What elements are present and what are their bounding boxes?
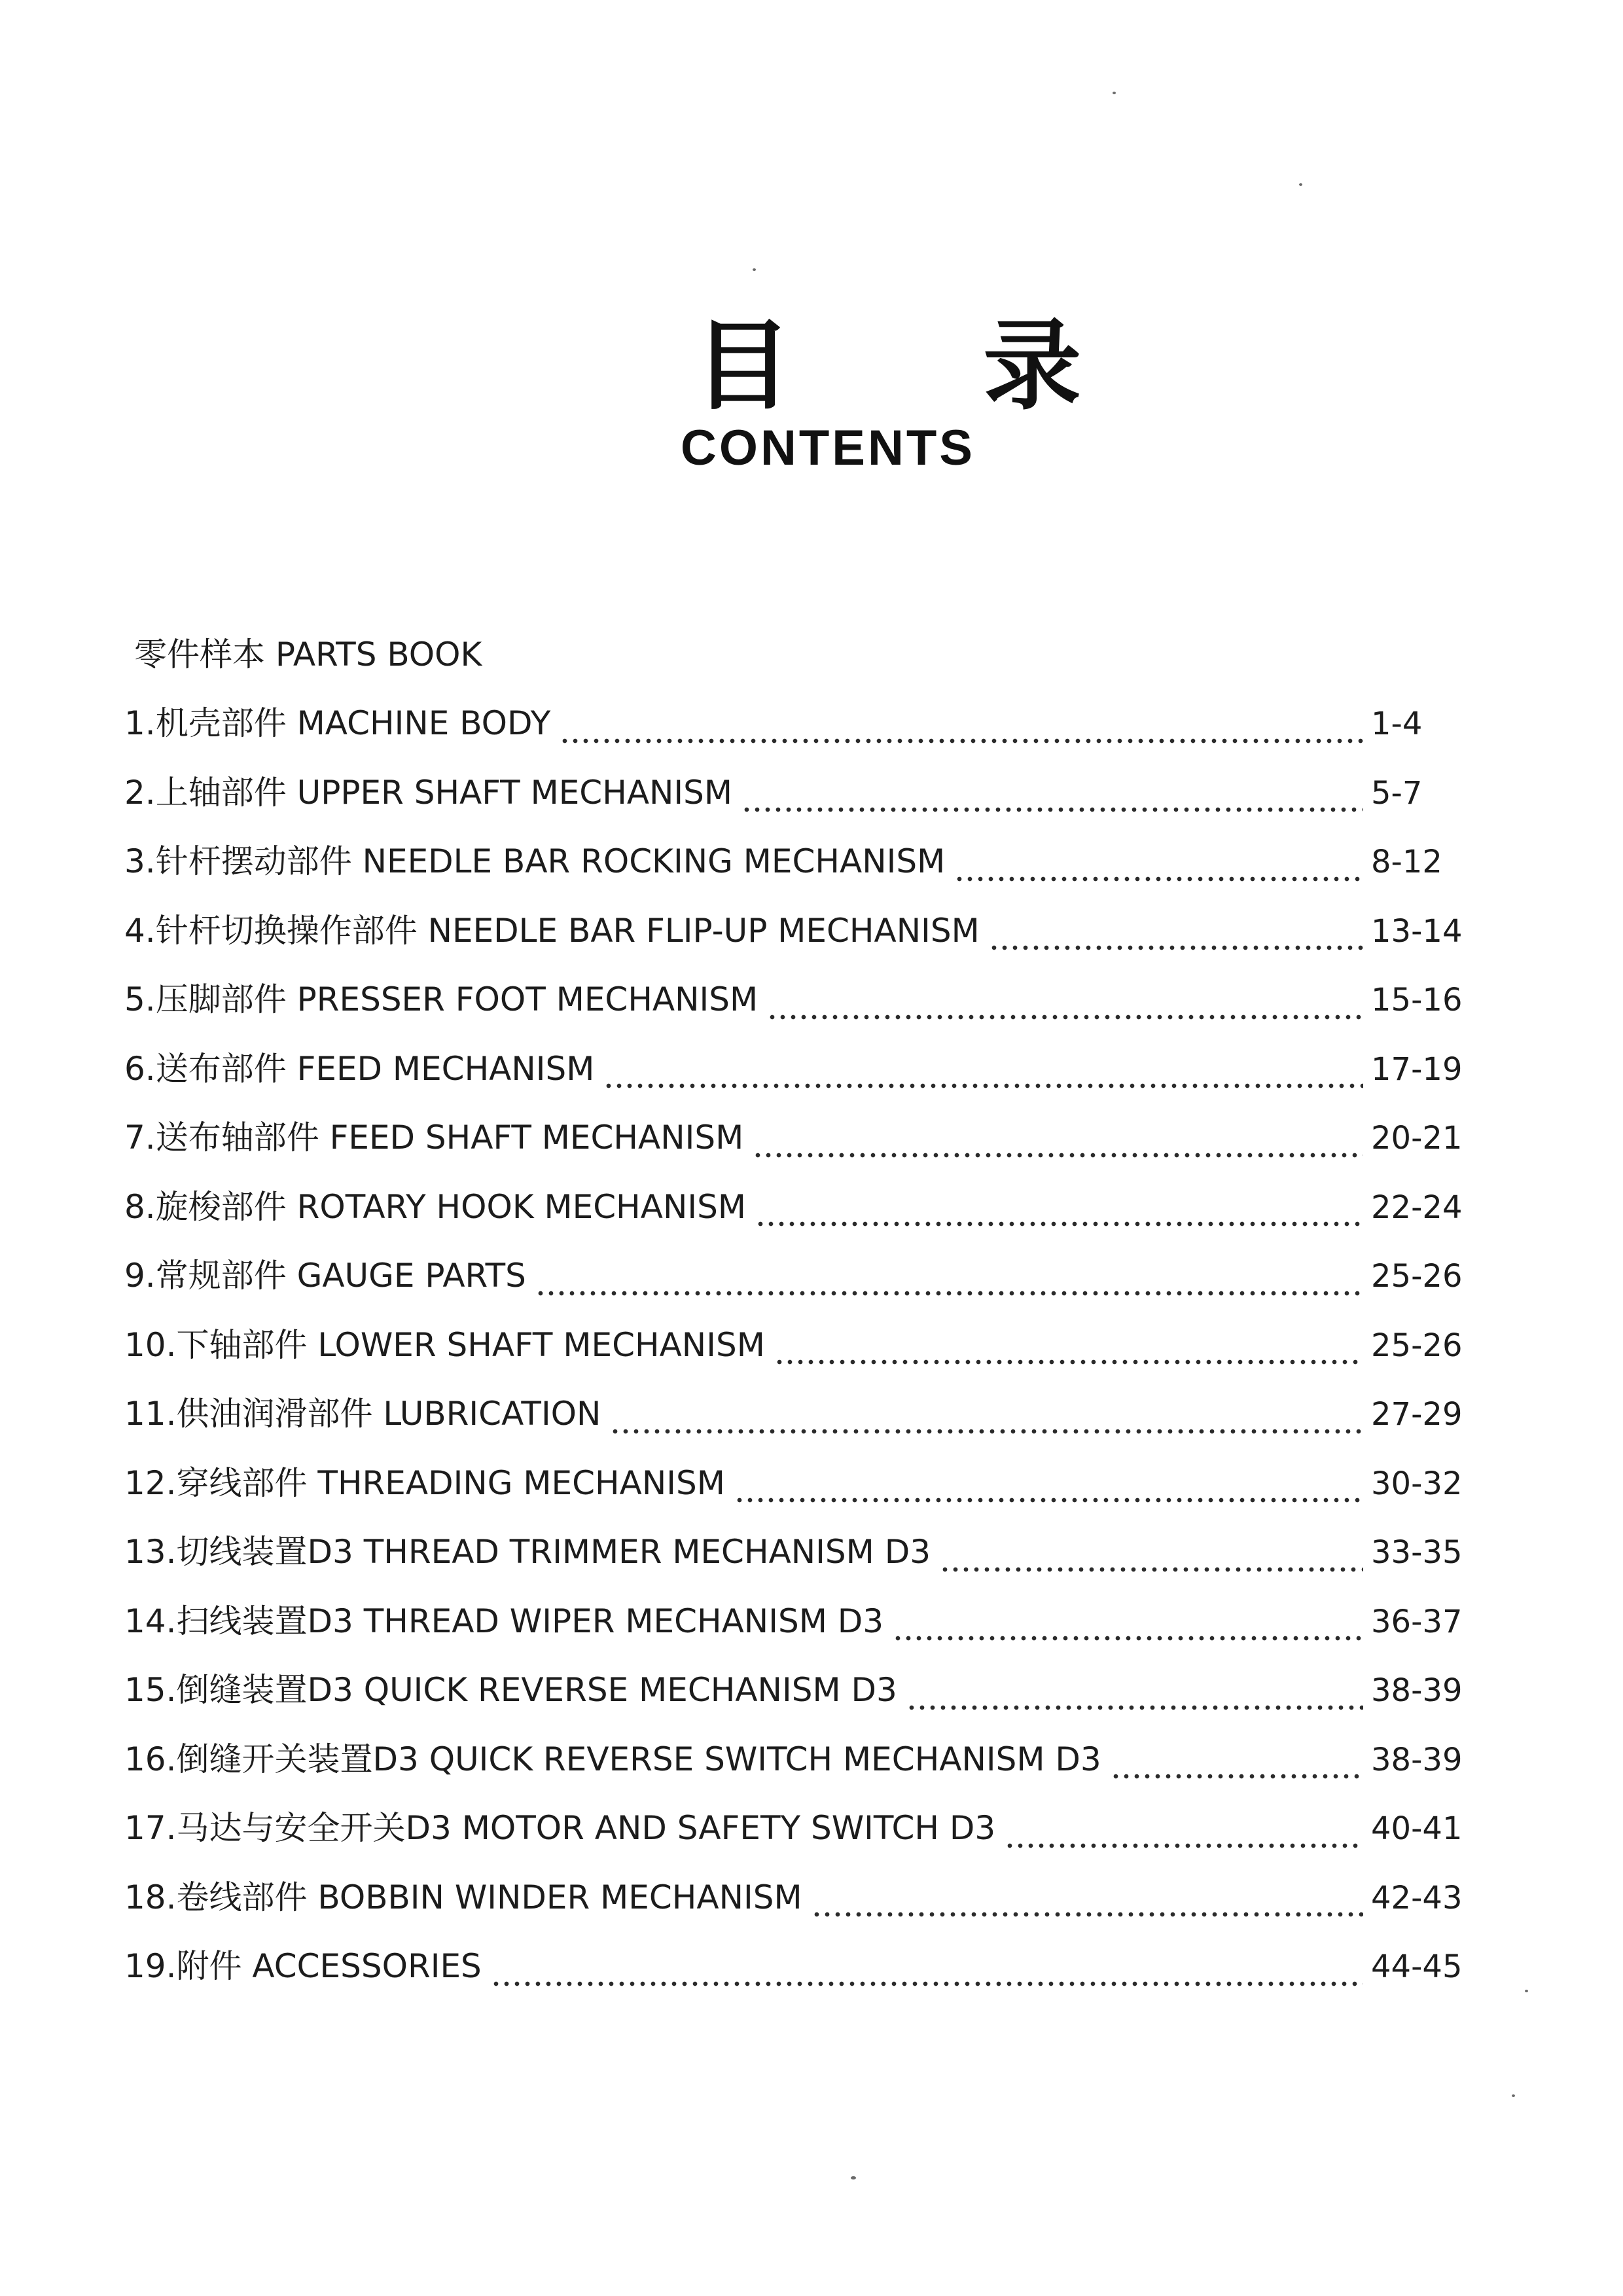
section-heading: 零件样本 PARTS BOOK: [134, 636, 482, 673]
toc-entry[interactable]: [124, 1115, 1463, 1184]
toc-entry-label: 19.附件 ACCESSORIES: [124, 1947, 482, 1985]
dot-leader: [560, 737, 1363, 745]
toc-entry[interactable]: [124, 1322, 1463, 1391]
scan-speck: [1512, 2094, 1515, 2097]
toc-entry-pages: 40-41: [1371, 1810, 1463, 1847]
table-of-contents: [124, 700, 1463, 2013]
toc-entry-pages: 27-29: [1371, 1396, 1463, 1433]
dot-leader: [1005, 1842, 1363, 1850]
toc-entry[interactable]: [124, 838, 1463, 908]
toc-entry-pages: 42-43: [1371, 1879, 1463, 1916]
toc-entry-label: 3.针杆摆动部件 NEEDLE BAR ROCKING MECHANISM: [124, 842, 946, 880]
toc-entry-pages: 22-24: [1371, 1189, 1463, 1226]
toc-entry-label: 4.针杆切换操作部件 NEEDLE BAR FLIP-UP MECHANISM: [124, 911, 980, 950]
toc-entry[interactable]: [124, 1598, 1463, 1668]
toc-entry-pages: 38-39: [1371, 1741, 1463, 1778]
toc-entry-pages: 20-21: [1371, 1120, 1463, 1157]
toc-entry-pages: 15-16: [1371, 982, 1463, 1018]
scan-speck: [1525, 1990, 1528, 1992]
dot-leader: [812, 1910, 1363, 1918]
toc-entry[interactable]: [124, 1391, 1463, 1460]
dot-leader: [906, 1704, 1363, 1712]
dot-leader: [755, 1220, 1363, 1228]
toc-entry-pages: 44-45: [1371, 1948, 1463, 1985]
page-title-english: CONTENTS: [681, 420, 975, 476]
toc-entry-label: 17.马达与安全开关D3 MOTOR AND SAFETY SWITCH D3: [124, 1809, 996, 1847]
toc-entry-label: 10.下轴部件 LOWER SHAFT MECHANISM: [124, 1325, 765, 1364]
dot-leader: [940, 1566, 1363, 1573]
toc-entry-label: 2.上轴部件 UPPER SHAFT MECHANISM: [124, 773, 733, 812]
toc-entry[interactable]: [124, 1874, 1463, 1944]
toc-entry-pages: 13-14: [1371, 912, 1463, 950]
toc-entry-label: 11.供油润滑部件 LUBRICATION: [124, 1395, 601, 1433]
toc-entry-pages: 17-19: [1371, 1050, 1463, 1088]
dot-leader: [989, 944, 1363, 952]
dot-leader: [954, 875, 1363, 883]
page-title-chinese: 目 录: [694, 310, 1160, 423]
toc-entry-label: 8.旋梭部件 ROTARY HOOK MECHANISM: [124, 1187, 746, 1226]
toc-entry[interactable]: [124, 908, 1463, 977]
toc-entry-label: 13.切线装置D3 THREAD TRIMMER MECHANISM D3: [124, 1533, 931, 1571]
dot-leader: [734, 1496, 1363, 1504]
scan-speck: [851, 2176, 856, 2179]
toc-entry-pages: 33-35: [1371, 1534, 1463, 1571]
dot-leader: [603, 1082, 1363, 1090]
dot-leader: [491, 1980, 1363, 1988]
toc-entry[interactable]: [124, 1943, 1463, 2013]
dot-leader: [535, 1289, 1363, 1297]
toc-entry-label: 15.倒缝装置D3 QUICK REVERSE MECHANISM D3: [124, 1671, 897, 1709]
toc-entry[interactable]: [124, 1460, 1463, 1530]
toc-entry[interactable]: [124, 1736, 1463, 1806]
toc-entry-pages: 36-37: [1371, 1603, 1463, 1640]
toc-entry-pages: 8-12: [1371, 844, 1442, 880]
toc-entry-label: 1.机壳部件 MACHINE BODY: [124, 704, 551, 742]
toc-entry-label: 7.送布轴部件 FEED SHAFT MECHANISM: [124, 1119, 744, 1157]
toc-entry-label: 14.扫线装置D3 THREAD WIPER MECHANISM D3: [124, 1602, 884, 1640]
dot-leader: [767, 1013, 1363, 1021]
dot-leader: [1111, 1772, 1363, 1780]
toc-entry-label: 18.卷线部件 BOBBIN WINDER MECHANISM: [124, 1878, 802, 1916]
dot-leader: [893, 1634, 1363, 1642]
toc-entry[interactable]: [124, 1805, 1463, 1874]
toc-entry[interactable]: [124, 1667, 1463, 1736]
toc-entry-pages: 25-26: [1371, 1258, 1463, 1295]
dot-leader: [610, 1427, 1363, 1435]
toc-entry-label: 5.压脚部件 PRESSER FOOT MECHANISM: [124, 980, 758, 1018]
toc-entry-pages: 25-26: [1371, 1327, 1463, 1364]
toc-entry[interactable]: [124, 1253, 1463, 1322]
toc-entry-pages: 30-32: [1371, 1465, 1463, 1502]
dot-leader: [741, 806, 1363, 814]
scan-speck: [1299, 183, 1302, 186]
toc-entry-pages: 5-7: [1371, 774, 1423, 812]
toc-entry-label: 9.常规部件 GAUGE PARTS: [124, 1257, 526, 1295]
toc-entry-pages: 38-39: [1371, 1672, 1463, 1709]
toc-entry-label: 12.穿线部件 THREADING MECHANISM: [124, 1463, 725, 1502]
toc-entry[interactable]: [124, 700, 1463, 770]
scan-speck: [1113, 92, 1116, 94]
toc-entry-label: 16.倒缝开关装置D3 QUICK REVERSE SWITCH MECHANISM D3: [124, 1740, 1101, 1778]
toc-entry[interactable]: [124, 770, 1463, 839]
toc-entry[interactable]: [124, 1184, 1463, 1253]
toc-entry[interactable]: [124, 1529, 1463, 1598]
toc-entry[interactable]: [124, 977, 1463, 1046]
dot-leader: [774, 1358, 1363, 1366]
toc-entry-label: 6.送布部件 FEED MECHANISM: [124, 1049, 595, 1088]
dot-leader: [753, 1151, 1363, 1159]
toc-entry[interactable]: [124, 1046, 1463, 1115]
scan-speck: [753, 268, 756, 271]
toc-entry-pages: 1-4: [1371, 706, 1423, 742]
